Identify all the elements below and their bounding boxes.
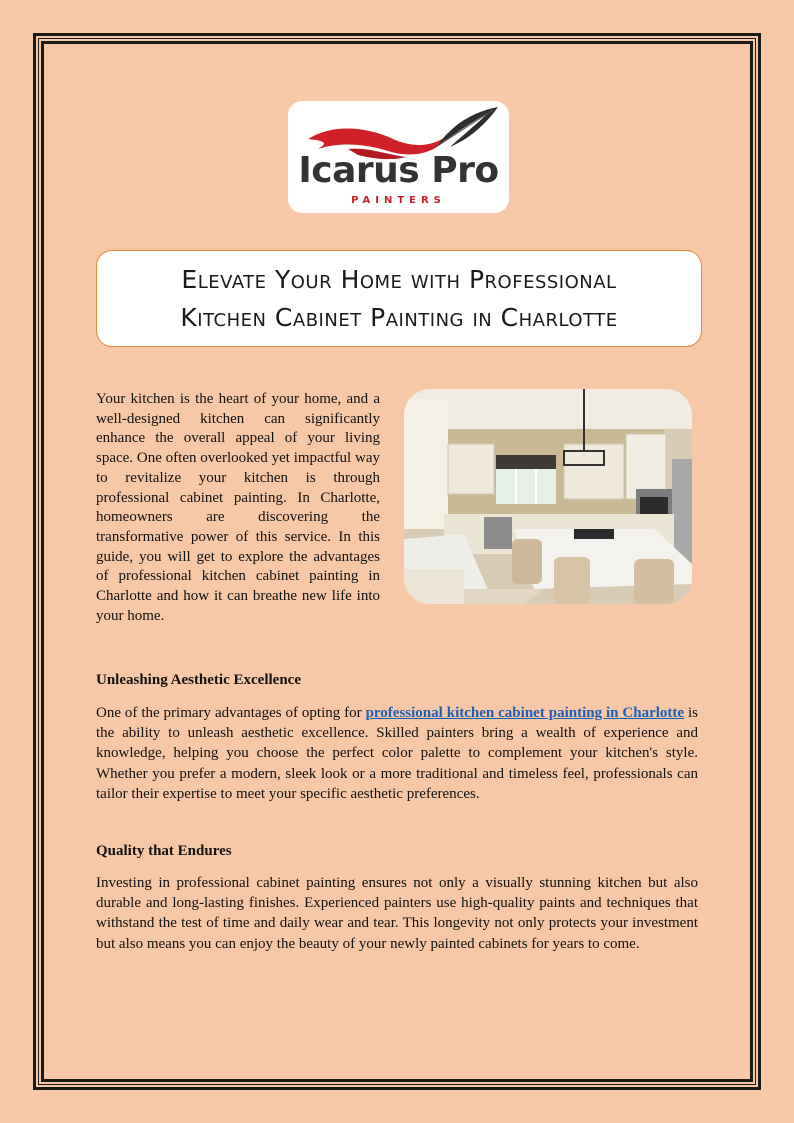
section-heading-quality: Quality that Endures <box>96 843 232 859</box>
section-paragraph-quality: Investing in professional cabinet painting ensures not only a visually stunning kitchen but also durable and long-lasting finishes. Experienced painters use high-quality paints and techniques that withstand the test of time and daily wear and tear. This longevity not only protects your investment but also means you can enjoy the beauty of your newly painted cabinets for years to come. <box>96 875 698 952</box>
logo-wordmark: Icarus Pro <box>298 150 499 191</box>
title-line-2: Kitchen Cabinet Painting in Charlotte <box>180 302 618 332</box>
logo-tagline: PAINTERS <box>351 195 446 206</box>
intro-paragraph: Your kitchen is the heart of your home, and a well-designed kitchen can significantly enhance the overall appeal of your living space. One often overlooked yet impactful way to revitalize your kitchen is through professional cabinet painting. In Charlotte, homeowners are discovering the transformative power of this service. In this guide, you will get to explore the advantages of professional kitchen cabinet painting in Charlotte and how it can breathe new life into your home. <box>96 391 380 624</box>
section-paragraph-aesthetic <box>96 703 698 804</box>
aesthetic-text-after-link: is the ability to unleash aesthetic excellence. Skilled painters bring a wealth of experience and knowledge, helping you choose the perfect color palette to complement your kitchen's style. Whether you prefer a modern, sleek look or a more traditional and timeless feel, professionals can tailor their expertise to meet your specific aesthetic preferences. <box>96 705 698 802</box>
section-heading-aesthetic: Unleashing Aesthetic Excellence <box>96 672 301 688</box>
company-logo <box>288 101 509 213</box>
title-line-1: Elevate Your Home with Professional <box>181 264 617 294</box>
cabinet-painting-link[interactable]: professional kitchen cabinet painting in Charlotte <box>365 705 685 721</box>
kitchen-photo <box>404 389 692 604</box>
aesthetic-text-before-link: One of the primary advantages of opting for <box>96 705 366 721</box>
title-banner <box>96 250 702 347</box>
page-title <box>180 261 617 337</box>
